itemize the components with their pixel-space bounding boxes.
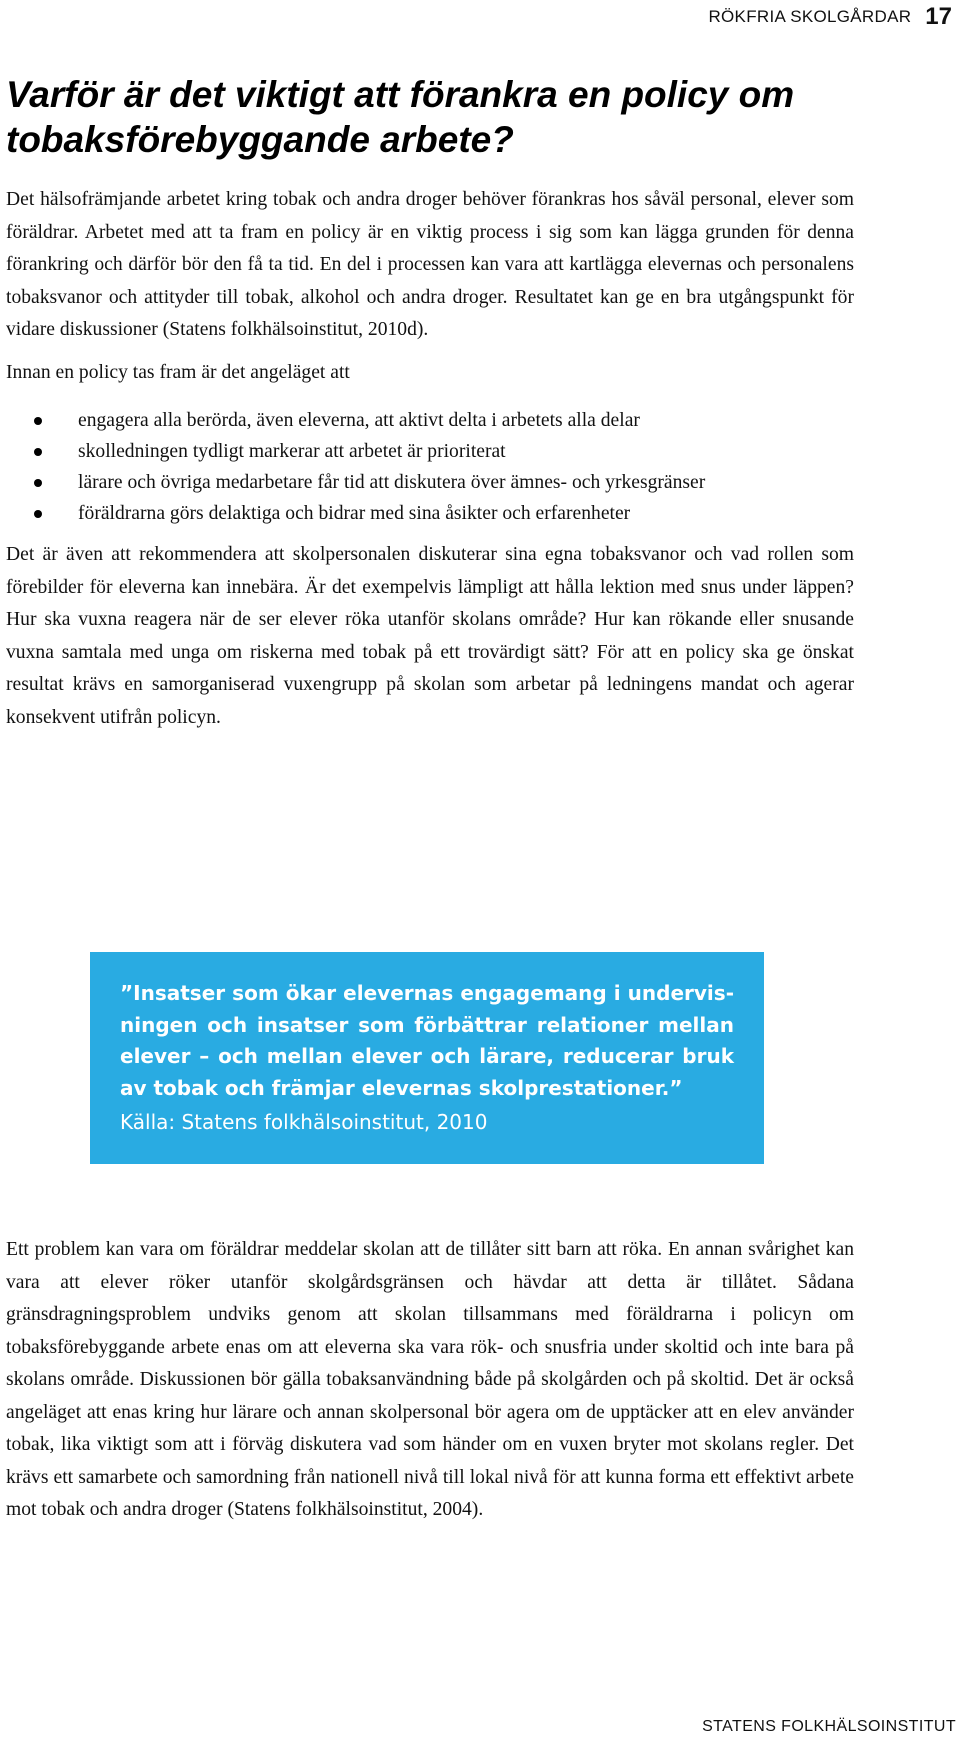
running-header (708, 0, 952, 34)
pull-quote-box (90, 952, 764, 1164)
intro-paragraph: Det hälsofrämjande arbetet kring tobak och andra droger behöver förankras hos såväl personal, elever som föräldrar. Arbetet med att ta fram en policy är en viktig process i sig som kan lägga grunden för denna förankring och därför bör den få ta tid. En del i processen kan vara att kartlägga elevernas och personalens tobaksvanor och attityder till tobak, alkohol och andra droger. Resultatet kan ge en bra utgångspunkt för vidare diskussioner (Statens folkhälsoinstitut, 2010d). (6, 189, 854, 340)
bullet-icon (34, 417, 42, 425)
list-item: föräldrarna görs delaktiga och bidrar med sina åsikter och erfarenheter (6, 498, 854, 529)
section-title: RÖKFRIA SKOLGÅRDAR (708, 7, 912, 26)
list-intro-paragraph: Innan en policy tas fram är det angeläget att (6, 361, 350, 383)
role-model-paragraph: Det är även att rekommendera att skolpersonalen diskuterar sina egna tobaksvanor och vad rollen som förebilder för eleverna kan innebära. Är det exempelvis lämpligt att hålla lektion med snus under läppen? Hur ska vuxna reagera när de ser elever röka utanför skolans område? Hur kan rökande eller snusande vuxna samtala med unga om riskerna med tobak på ett trovärdigt sätt? För att en policy ska ge önskat resultat krävs en samorganiserad vuxengrupp på skolan som arbetar på ledningens mandat och agerar konsekvent utifrån policyn. (6, 544, 854, 728)
bullet-icon (34, 510, 42, 518)
closing-section (6, 1234, 854, 1527)
bullet-icon (34, 448, 42, 456)
bullet-list (6, 405, 854, 529)
list-item: skolledningen tydligt markerar att arbetet är prioriterat (6, 436, 854, 467)
closing-paragraph: Ett problem kan vara om föräldrar meddelar skolan att de tillåter sitt barn att röka. En annan svårighet kan vara att elever röker utanför skolgårdsgränsen och hävdar att detta är tillåtet. Sådana gränsdragningsproblem undviks genom att skolan tillsammans med föräldrarna i policyn om tobaksförebyggande arbete enas om att eleverna ska vara rök- och snusfria under skoltid och inte bara på skolans område. Diskussionen bör gälla tobaksanvändning både på skolgården och på skoltid. Det är också angeläget att enas kring hur lärare och annan skolpersonal bör agera om de upptäcker att en elev använder tobak, lika viktigt som att i förväg diskutera vad som händer om en vuxen bryter mot skolans regler. Det krävs ett samarbete och samordning från nationell nivå till lokal nivå för att kunna forma ett effektivt arbete mot tobak och andra droger (Statens folkhälsoinstitut, 2004). (6, 1239, 854, 1520)
pull-quote-source: Källa: Statens folkhälsoinstitut, 2010 (120, 1110, 488, 1134)
page-number: 17 (925, 3, 952, 30)
main-content (6, 72, 854, 734)
page-title: Varför är det viktigt att förankra en policy om tobaksförebyggande arbete? (6, 74, 795, 160)
list-item: engagera alla berörda, även eleverna, att aktivt delta i arbetets alla delar (6, 405, 854, 436)
list-item: lärare och övriga medarbetare får tid att diskutera över ämnes- och yrkesgränser (6, 467, 854, 498)
bullet-icon (34, 479, 42, 487)
pull-quote-text: ”Insatser som ökar elevernas engagemang i undervis- ningen och insatser som förbättrar relationer mellan elever – och mellan elever och lärare, reducerar bruk av tobak och främjar elevernas skolprestationer.” (120, 981, 734, 1100)
page-footer: STATENS FOLKHÄLSOINSTITUT (702, 1718, 956, 1735)
